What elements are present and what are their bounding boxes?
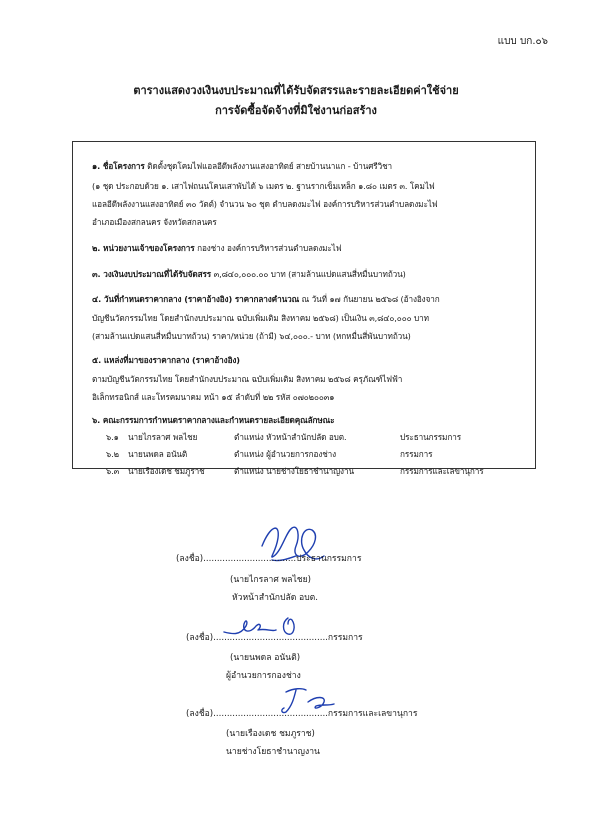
document-subtitle: การจัดซื้อจัดจ้างที่มิใช่งานก่อสร้าง (215, 104, 377, 117)
signature-3-role: กรรมการและเลขานุการ (327, 709, 418, 719)
signature-1-prefix: (ลงชื่อ) (176, 554, 204, 564)
section-4-line3: (สามล้านแปดแสนสี่หมื่นบาทถ้วน) ราคา/หน่วย (ถ้ามี) ๖๔,๐๐๐.- บาท (หกหมื่นสี่พันบาทถ้วน) (92, 331, 411, 341)
member-3-role: กรรมการและเลขานุการ (400, 466, 484, 476)
signature-1-dots: .................................. (203, 554, 297, 564)
signature-2-prefix: (ลงชื่อ) (186, 633, 214, 643)
section-5-line1: ตามบัญชีนวัตกรรมไทย โดยสำนักงบประมาณ ฉบับเพิ่มเติม สิงหาคม ๒๕๖๘ ครุภัณฑ์ไฟฟ้า (92, 374, 403, 384)
signature-1-line (176, 551, 361, 565)
section-3 (92, 268, 406, 281)
signature-3-name: (นายเรืองเดช ชมภูราช) (226, 729, 315, 739)
section-5-line2: อิเล็กทรอนิกส์ และโทรคมนาคม หน้า ๑๕ ลำดับที่ ๒๒ รหัส ๐๗๐๒๐๐๓๑ (92, 392, 335, 402)
form-code: แบบ บก.๐๖ (497, 36, 548, 47)
member-2-name: นายนพดล อนันติ (128, 449, 188, 459)
signature-2-role: กรรมการ (327, 633, 363, 643)
document-title: ตารางแสดงวงเงินงบประมาณที่ได้รับจัดสรรและรายละเอียดค่าใช้จ่าย (133, 84, 459, 97)
section-4-line1 (92, 293, 440, 306)
section-1-line2: (๑ ชุด ประกอบด้วย ๑. เสาไฟถนนโคนเสาพับได้ ๖ เมตร ๒. ฐานรากเข็มเหล็ก ๑.๘๐ เมตร ๓. โคมไฟ (92, 181, 435, 191)
signature-2-dots: .......................................... (213, 633, 328, 643)
owner-agency: กองช่าง องค์การบริหารส่วนตำบลดงมะไฟ (197, 243, 342, 253)
section-4-line2: บัญชีนวัตกรรมไทย โดยสำนักงบประมาณ ฉบับเพิ่มเติม สิงหาคม ๒๕๖๘) เป็นเงิน ๓,๘๔๐,๐๐๐ บาท (92, 313, 429, 323)
member-1-role: ประธานกรรมการ (400, 432, 461, 442)
section-6-label: ๖. คณะกรรมการกำหนดราคากลางและกำหนดรายละเอียดคุณลักษณะ (92, 415, 335, 425)
member-2-position: ตำแหน่ง ผู้อำนวยการกองช่าง (234, 449, 337, 459)
signature-3-line (186, 706, 418, 720)
member-2-role: กรรมการ (400, 449, 433, 459)
section-1-line4: อำเภอเมืองสกลนคร จังหวัดสกลนคร (92, 217, 217, 227)
signature-3-dots: .......................................... (213, 709, 328, 719)
member-1-name: นายไกรลาศ พลไชย (128, 432, 198, 442)
signature-1-name: (นายไกรลาศ พลไชย) (230, 575, 311, 585)
member-1-position: ตำแหน่ง หัวหน้าสำนักปลัด อบต. (234, 432, 347, 442)
section-5-label: ๕. แหล่งที่มาของราคากลาง (ราคาอ้างอิง) (92, 355, 240, 365)
signature-2-name: (นายนพดล อนันติ) (230, 653, 301, 663)
member-3-name: นายเรืองเดช ชมภูราช (128, 466, 205, 476)
section-3-label: ๓. วงเงินงบประมาณที่ได้รับจัดสรร (92, 269, 212, 279)
signature-3-prefix: (ลงชื่อ) (186, 709, 214, 719)
section-2 (92, 242, 341, 255)
signature-1-role: ประธานกรรมการ (296, 554, 362, 564)
section-2-label: ๒. หน่วยงานเจ้าของโครงการ (92, 243, 195, 253)
signature-3-position: นายช่างโยธาชำนาญงาน (226, 747, 320, 757)
section-4-label: ๔. วันที่กำหนดราคากลาง (ราคาอ้างอิง) ราคากลางคำนวณ (92, 294, 300, 304)
section-1-line1 (92, 160, 392, 173)
member-1-number: ๖.๑ (106, 432, 119, 442)
member-3-number: ๖.๓ (106, 466, 120, 476)
signature-2-position: ผู้อำนวยการกองช่าง (226, 671, 301, 681)
section-1-label: ๑. ชื่อโครงการ (92, 161, 145, 171)
project-name: ติดตั้งชุดโคมไฟแอลอีดีพลังงานแสงอาทิตย์ สายบ้านนาแก - บ้านศรีวิชา (147, 161, 393, 171)
member-3-position: ตำแหน่ง นายช่างโยธาชำนาญงาน (234, 466, 354, 476)
signature-1-position: หัวหน้าสำนักปลัด อบต. (232, 593, 318, 603)
signature-2-line (186, 630, 363, 644)
member-2-number: ๖.๒ (106, 449, 119, 459)
section-1-line3: แอลอีดีพลังงานแสงอาทิตย์ ๓๐ วัตต์) จำนวน ๖๐ ชุด ตำบลดงมะไฟ องค์การบริหารส่วนตำบลดงมะไฟ (92, 199, 438, 209)
reference-date: ณ วันที่ ๑๗ กันยายน ๒๕๖๘ (อ้างอิงจาก (301, 294, 440, 304)
budget-amount: ๓,๘๔๐,๐๐๐.๐๐ บาท (สามล้านแปดแสนสี่หมื่นบาทถ้วน) (213, 269, 406, 279)
